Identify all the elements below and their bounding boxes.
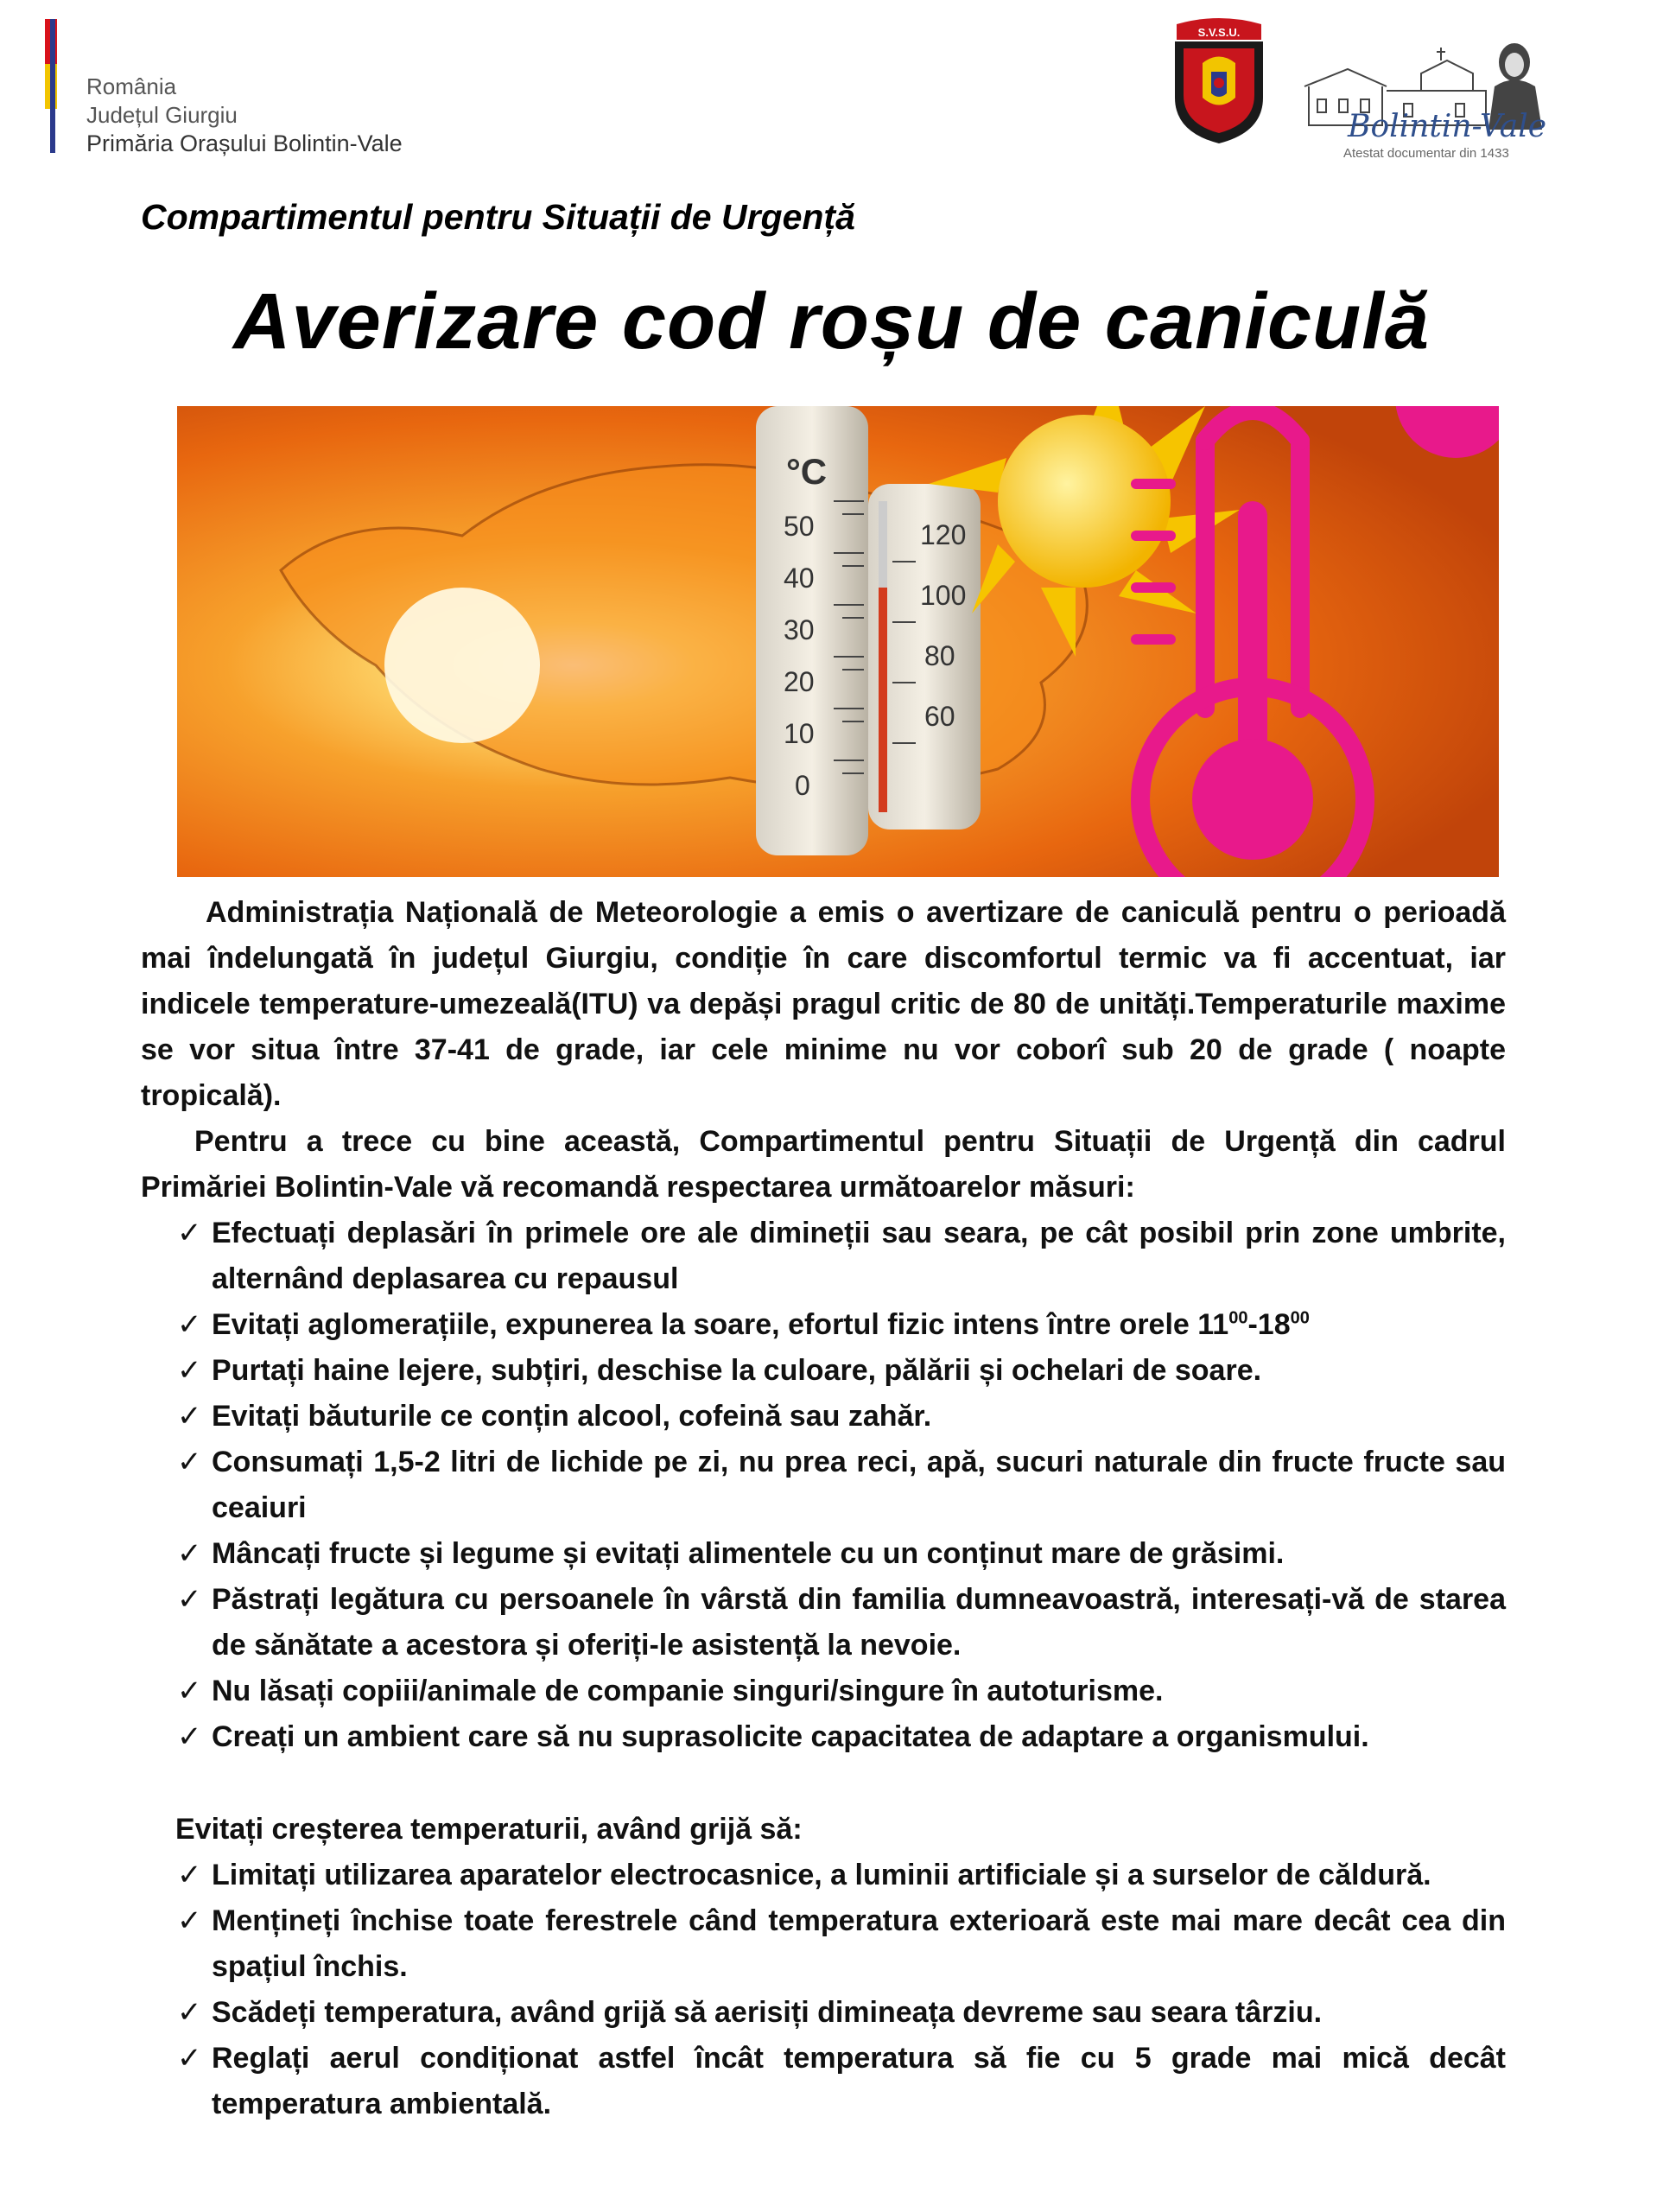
check-icon: ✓ (177, 1904, 202, 1937)
svg-text:20: 20 (784, 666, 815, 697)
check-icon: ✓ (177, 1537, 202, 1570)
flag-blue-stripe (50, 19, 55, 153)
check-icon: ✓ (177, 1446, 202, 1478)
check-icon: ✓ (177, 1308, 202, 1341)
org-country: România (86, 73, 177, 99)
check-icon: ✓ (177, 1354, 202, 1387)
list-item: ✓ Evitați băuturile ce conțin alcool, cofeină sau zahăr. (141, 1394, 1506, 1440)
list-item: ✓ Reglați aerul condiționat astfel încât temperatura să fie cu 5 grade mai mică decât temperatura ambientală. (141, 2036, 1506, 2127)
tips-list (141, 1853, 1506, 2127)
list-item: ✓ Creați un ambient care să nu suprasolicite capacitatea de adaptare a organismului. (141, 1714, 1506, 1760)
list-item: ✓ Scădeți temperatura, având grijă să aerisiți dimineața devreme sau seara târziu. (141, 1990, 1506, 2036)
heatwave-banner-image (177, 406, 1499, 877)
list-item: ✓ Limitați utilizarea aparatelor electrocasnice, a luminii artificiale și a surselor de căldură. (141, 1853, 1506, 1898)
measures-list (141, 1211, 1506, 1760)
list-item: ✓ Consumați 1,5-2 litri de lichide pe zi, nu prea reci, apă, sucuri naturale din fructe fructe sau ceaiuri (141, 1440, 1506, 1531)
svg-text:80: 80 (924, 640, 955, 671)
list-item: ✓ Păstrați legătura cu persoanele în vârstă din familia dumneavoastră, interesați-vă de starea de sănătate a acestora și oferiți-le asistență la nevoie. (141, 1577, 1506, 1669)
list-item: ✓ Purtați haine lejere, subțiri, deschise la culoare, pălării și ochelari de soare. (141, 1348, 1506, 1394)
check-icon: ✓ (177, 1720, 202, 1753)
svg-text:0: 0 (795, 770, 810, 801)
check-icon: ✓ (177, 1859, 202, 1891)
list-item: ✓ Evitați aglomerațiile, expunerea la soare, efortul fizic intens între orele $11^{00}-18^{00}$ (141, 1302, 1506, 1348)
hours-end: 18 (1257, 1308, 1291, 1341)
check-icon: ✓ (177, 1217, 202, 1249)
svg-text:50: 50 (784, 511, 815, 542)
svg-text:S.V.S.U.: S.V.S.U. (1197, 26, 1241, 39)
recommendation-paragraph: Pentru a trece cu bine această, Compartimentul pentru Situații de Urgență din cadrul Primăriei Bolintin-Vale vă recomandă respectarea următoarelor măsuri: (141, 1125, 1506, 1204)
list-item: ✓ Mențineți închise toate ferestrele când temperatura exterioară este mai mare decât cea din spațiul închis. (141, 1898, 1506, 1990)
organization-header (86, 73, 403, 158)
check-icon: ✓ (177, 1583, 202, 1616)
list-item: ✓ Nu lăsați copiii/animale de companie singuri/singure în autoturisme. (141, 1669, 1506, 1714)
svg-text:Bolintin-Vale: Bolintin-Vale (1348, 109, 1547, 144)
svg-text:60: 60 (924, 701, 955, 732)
intro-paragraph: Administrația Națională de Meteorologie a emis o avertizare de caniculă pentru o perioadă mai îndelungată în județul Giurgiu, condiție în care discomfortul termic va fi accentuat, iar indicele temperature-umezeală(ITU) va depăși pragul critic de 80 de unități.Temperaturile maxime se vor situa între 37-41 de grade, iar cele minime nu vor coborî sub 20 de grade ( noapte tropicală). (141, 896, 1506, 1112)
org-townhall: Primăria Orașului Bolintin-Vale (86, 130, 403, 156)
department-name: Compartimentul pentru Situații de Urgență (141, 197, 855, 237)
svg-text:Atestat documentar din 1433: Atestat documentar din 1433 (1343, 146, 1509, 160)
list-item: ✓ Mâncați fructe și legume și evitați alimentele cu un conținut mare de grăsimi. (141, 1531, 1506, 1577)
svg-text:30: 30 (784, 614, 815, 645)
notice-body (141, 890, 1506, 2127)
org-county: Județul Giurgiu (86, 102, 238, 128)
svg-text:°C: °C (786, 451, 828, 492)
svg-text:40: 40 (784, 563, 815, 594)
bolintin-vale-logo (1300, 26, 1551, 160)
check-icon: ✓ (177, 2042, 202, 2075)
svsu-emblem-icon (1168, 16, 1270, 145)
check-icon: ✓ (177, 1675, 202, 1707)
list-item: ✓ Efectuați deplasări în primele ore ale dimineții sau seara, pe cât posibil prin zone umbrite, alternând deplasarea cu repausul (141, 1211, 1506, 1302)
check-icon: ✓ (177, 1996, 202, 2029)
page-title: Averizare cod roșu de caniculă (233, 277, 1430, 365)
tips-heading: Evitați creșterea temperaturii, având grijă să: (175, 1813, 803, 1846)
svg-text:10: 10 (784, 718, 815, 749)
svg-text:100: 100 (920, 580, 967, 611)
hours-start: 11 (1197, 1308, 1229, 1341)
svg-text:120: 120 (920, 519, 967, 550)
check-icon: ✓ (177, 1400, 202, 1433)
